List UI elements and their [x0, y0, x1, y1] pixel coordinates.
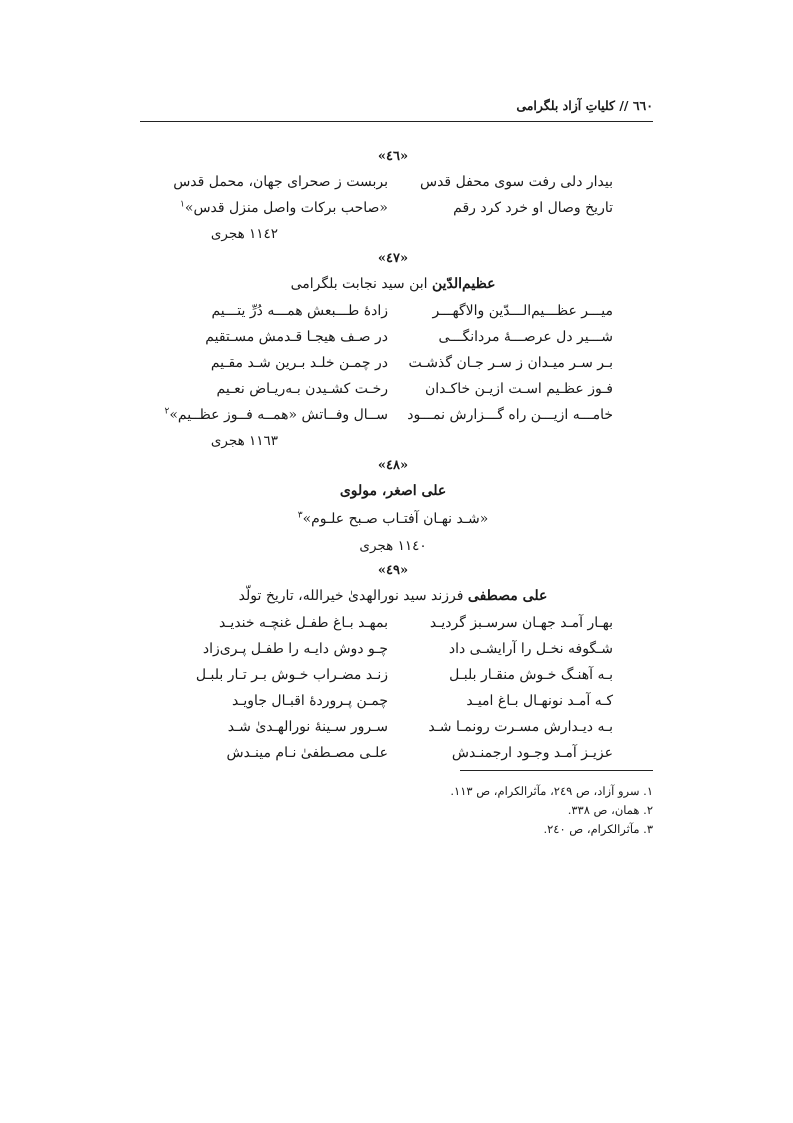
hemistich-second: سـرور سـینهٔ نورالهـدیٰ شـد [227, 719, 388, 735]
hemistich-second: چمـن پـروردهٔ اقبـال جاویـد [231, 693, 388, 709]
footnote-ref: ١ [180, 199, 185, 210]
hemistich-second: زنـد مضـراب خـوش بـر تـار بلبـل [195, 667, 388, 683]
hemistich-first: تاریخ وصال او خرد کرد رقم [453, 200, 613, 216]
hemistich-first: فـوز عظـیم اسـت ازیـن خاکـدان [424, 381, 613, 397]
verse-line [173, 169, 613, 195]
hemistich-first: کـه آمـد نونهـال بـاغ امیـد [466, 693, 613, 709]
hemistich-first: بهـار آمـد جهـان سرسـبز گردیـد [429, 615, 613, 631]
section-number: «٤٦» [377, 149, 409, 164]
hemistich-second: بربست ز صحرای جهان، محمل قدس [173, 174, 388, 190]
footnotes [353, 782, 653, 839]
poet-name: علی اصغر، مولوی [339, 483, 447, 499]
section-46 [173, 145, 613, 247]
chronogram-line: «شـد نهـان آفتـاب صـبح علـوم»$^٣$ [297, 510, 489, 527]
section-48 [173, 454, 613, 559]
hemistich-first: خامـــه ازیـــن راه گـــزارش نمـــود [407, 407, 613, 423]
verse-line [173, 636, 613, 662]
verse-line [173, 610, 613, 636]
hemistich-first: میـــر عظـــیم‌الـــدّین والاگهـــر [432, 303, 613, 319]
section-49 [173, 559, 613, 766]
hemistich-first: عزیـز آمـد وجـود ارجمنـدش [451, 745, 613, 761]
hemistich-first: بـر سـر میـدان ز سـر جـان گذشـت [408, 355, 613, 371]
verse-line [173, 350, 613, 376]
date-line: ١١٦٣ هجری [210, 433, 278, 449]
footnote: ٣. مآثرالکرام، ص ٢٤٠. [543, 822, 653, 836]
hemistich-second: علـی مصـطفیٰ نـام مینـدش [226, 745, 388, 761]
verse-line [173, 688, 613, 714]
poet-name: علی مصطفی [467, 588, 548, 604]
hemistich-first: بـه آهنـگ خـوش منقـار بلبـل [449, 667, 613, 683]
date-line: ١١٤٢ هجری [210, 226, 278, 242]
hemistich-first: شـگوفه نخـل را آرایشـی داد [448, 641, 613, 657]
verse-line [173, 714, 613, 740]
page-content [164, 145, 613, 766]
hemistich-second: زادهٔ طـــبعش همـــه دُرِّ یتـــیم [211, 303, 388, 319]
running-head: ٦٦٠ // کلیاتِ آزاد بلگرامی [516, 98, 653, 113]
hemistich-second: بمهـد بـاغ طفـل غنچـه خندیـد [218, 615, 388, 631]
hemistich-first: بیدار دلی رفت سوی محفل قدس [419, 174, 613, 190]
hemistich-first: بـه دیـدارش مسـرت رونمـا شـد [428, 719, 613, 735]
verse-line [173, 195, 613, 221]
poet-name: عظیم‌الدّین [432, 276, 496, 292]
hemistich-second: «صاحب برکات واصل منزل قدس»$^١$ [180, 199, 388, 216]
footnote: ١. سرو آزاد، ص ٢٤٩، مآثرالکرام، ص ١١٣. [450, 784, 653, 798]
hemistich-second: ســال وفــاتش «همــه فــوز عظــیم»$^٢$ [164, 406, 388, 423]
section-47 [164, 247, 613, 454]
section-number: «٤٩» [377, 563, 409, 578]
header-rule [140, 121, 653, 122]
poet-heading [173, 583, 613, 610]
date-line: ١١٤٠ هجری [359, 538, 427, 554]
section-number: «٤٧» [377, 251, 409, 266]
poet-description: ابن سید نجابت بلگرامی [290, 276, 432, 292]
verse-line [173, 740, 613, 766]
verse-line [173, 298, 613, 324]
verse-line [164, 402, 613, 428]
verse-line [173, 324, 613, 350]
hemistich-second: در صـف هیجـا قـدمش مسـتقیم [205, 329, 388, 345]
hemistich-second: چـو دوش دایـه را طفـل پـری‌زاد [202, 641, 388, 657]
hemistich-first: شـــیر دل عرصـــهٔ مردانگـــی [438, 329, 613, 345]
footnote-ref: ٣ [297, 510, 303, 521]
poet-description: فرزند سید نورالهدیٰ خیرالله، تاریخ تولّد [238, 588, 468, 604]
hemistich-second: رخـت کشـیدن بـه‌ریـاض نعـیم [216, 381, 388, 397]
verse-line [173, 662, 613, 688]
poet-heading [173, 271, 613, 298]
hemistich-second: در چمـن خلـد بـرین شـد مقـیم [210, 355, 388, 371]
section-number: «٤٨» [377, 458, 409, 473]
poet-heading [173, 478, 613, 505]
footnote-rule [460, 770, 653, 771]
footnote: ٢. همان، ص ٣٣٨. [567, 803, 653, 817]
footnote-ref: ٢ [164, 406, 170, 417]
verse-line [173, 376, 613, 402]
